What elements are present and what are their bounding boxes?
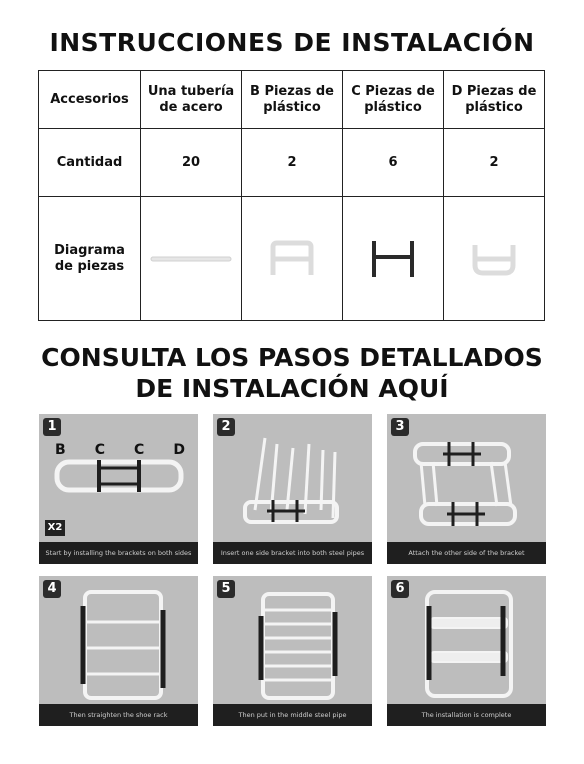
step-number: 1 <box>43 418 61 436</box>
diagram-label-text: Diagrama de piezas <box>54 242 125 274</box>
step-panel-6 <box>387 576 546 726</box>
diagram-d-piece <box>444 197 545 321</box>
step-number: 3 <box>391 418 409 436</box>
section-heading-line1: CONSULTA LOS PASOS DETALLADOS <box>41 343 543 372</box>
diagram-c-piece <box>343 197 444 321</box>
c-piece-icon <box>368 239 418 279</box>
step-caption: Insert one side bracket into both steel pipes <box>213 542 372 564</box>
step-number: 2 <box>217 418 235 436</box>
step-caption: Then straighten the shoe rack <box>39 704 198 726</box>
section-heading <box>0 342 584 404</box>
b-piece-icon <box>267 239 317 279</box>
header-d-piece: D Piezas de plástico <box>444 71 545 129</box>
multiplier-badge: X2 <box>45 520 65 536</box>
diagram-b-piece <box>242 197 343 321</box>
quantity-c-piece: 6 <box>343 129 444 197</box>
section-heading-line2: DE INSTALACIÓN AQUÍ <box>135 374 449 403</box>
step-1-piece-letters <box>55 442 185 458</box>
piece-letter-d: D <box>173 442 185 458</box>
step-panel-2 <box>213 414 372 564</box>
quantity-b-piece: 2 <box>242 129 343 197</box>
step-caption: Attach the other side of the bracket <box>387 542 546 564</box>
step-panel-3 <box>387 414 546 564</box>
step-number: 5 <box>217 580 235 598</box>
step-number: 4 <box>43 580 61 598</box>
step-panel-1 <box>39 414 198 564</box>
step-caption: Then put in the middle steel pipe <box>213 704 372 726</box>
header-b-piece: B Piezas de plástico <box>242 71 343 129</box>
step-panel-5 <box>213 576 372 726</box>
table-quantity-row <box>39 129 545 197</box>
quantity-steel-tube: 20 <box>141 129 242 197</box>
table-diagram-row <box>39 197 545 321</box>
piece-letter-c: C <box>134 442 145 458</box>
header-c-piece: C Piezas de plástico <box>343 71 444 129</box>
step-caption: Start by installing the brackets on both sides <box>39 542 198 564</box>
piece-letter-b: B <box>55 442 66 458</box>
table-header-row <box>39 71 545 129</box>
d-piece-icon <box>469 239 519 279</box>
quantity-d-piece: 2 <box>444 129 545 197</box>
parts-table <box>38 70 545 321</box>
step-number: 6 <box>391 580 409 598</box>
header-accesorios: Accesorios <box>39 71 141 129</box>
page-title: INSTRUCCIONES DE INSTALACIÓN <box>49 28 535 57</box>
header-steel-tube: Una tubería de acero <box>141 71 242 129</box>
step-caption: The installation is complete <box>387 704 546 726</box>
steel-tube-icon <box>149 253 233 265</box>
step-panel-4 <box>39 576 198 726</box>
piece-letter-c: C <box>94 442 105 458</box>
diagram-steel-tube <box>141 197 242 321</box>
quantity-label: Cantidad <box>39 129 141 197</box>
diagram-label <box>39 197 141 321</box>
